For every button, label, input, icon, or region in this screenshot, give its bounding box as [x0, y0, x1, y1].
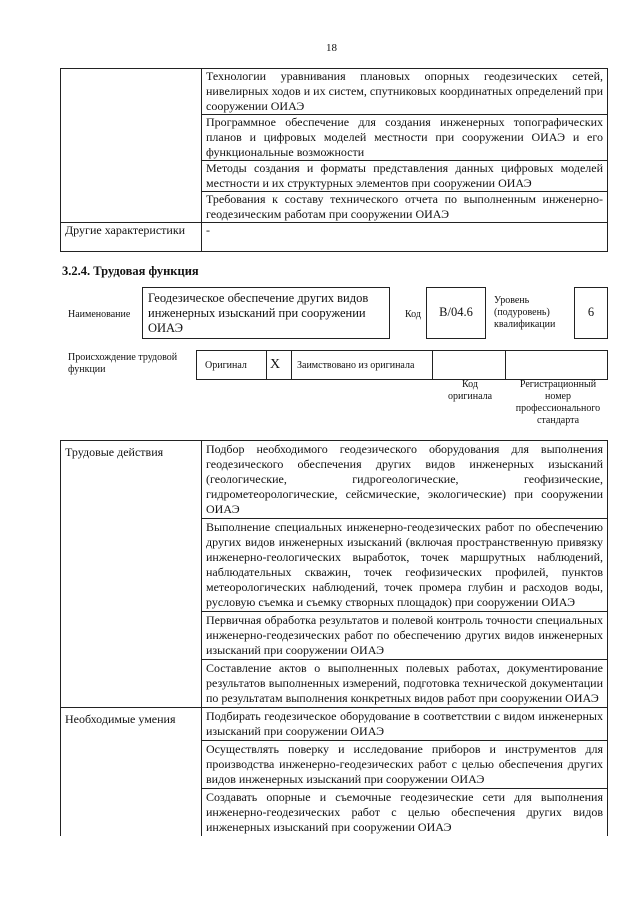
required-skills-label: Необходимые умения: [61, 708, 202, 837]
empty-label-cell: [61, 69, 202, 115]
table-row: [61, 708, 608, 741]
level-value-box: 6: [574, 287, 608, 339]
code-label: Код: [405, 309, 421, 320]
table-row: [61, 441, 608, 519]
original-label: Оригинал: [205, 360, 247, 371]
divider: [266, 350, 267, 380]
registration-number-caption: Регистрационный номер профессионального стандарта: [515, 379, 601, 426]
labor-action-item: Составление актов о выполненных полевых работах, документирование результатов выполненных измерений, подготовка технической документации по результатам выполнения конкретных видов работ при сооружении ОИАЭ: [202, 660, 608, 708]
empty-label-cell: [61, 192, 202, 223]
function-code-box: B/04.6: [426, 287, 486, 339]
other-characteristics-value: -: [202, 223, 608, 252]
labor-action-item: Выполнение специальных инженерно-геодезических работ по обеспечению других видов инженерных изысканий (включая пространственную привязку инженерно-геологических выработок, точек маршрутных наблюдений, наблюдательных скважин, точек геофизических профилей, пунктов метеорологических наблюдений, точек промера глубин и расходов воды, русловую съемка и съемку створных площадок) при сооружении ОИАЭ: [202, 519, 608, 612]
function-name-box: Геодезическое обеспечение других видов инженерных изысканий при сооружении ОИАЭ: [142, 287, 390, 339]
labor-function-table: [60, 440, 608, 836]
name-label: Наименование: [68, 309, 131, 320]
section-title: 3.2.4. Трудовая функция: [62, 264, 199, 278]
knowledge-item: Технологии уравнивания плановых опорных геодезических сетей, нивелирных ходов и их систем, спутниковых координатных определений при сооружении ОИАЭ: [202, 69, 608, 115]
registration-number-cell: [505, 350, 608, 380]
skill-item: Подбирать геодезическое оборудование в соответствии с видом инженерных изысканий при сооружении ОИАЭ: [202, 708, 608, 741]
original-mark: X: [270, 357, 281, 372]
table-row: [61, 115, 608, 161]
origin-label: Происхождение трудовой функции: [68, 352, 178, 375]
labor-action-item: Подбор необходимого геодезического оборудования для выполнения геодезического обеспечения других видов инженерных изысканий (геологические, гидрогеологические, геофизические, гидрометеорологические, сейсмические, экологические) при сооружении ОИАЭ: [202, 441, 608, 519]
labor-action-item: Первичная обработка результатов и полевой контроль точности специальных инженерно-геодезических работ по обеспечению других видов инженерных изысканий при сооружении ОИАЭ: [202, 612, 608, 660]
knowledge-item: Требования к составу технического отчета по выполненным инженерно-геодезическим работам при сооружении ОИАЭ: [202, 192, 608, 223]
empty-label-cell: [61, 161, 202, 192]
table-row: [61, 223, 608, 252]
skill-item: Создавать опорные и съемочные геодезические сети для выполнения инженерно-геодезических работ с целью обеспечения других видов инженерных изысканий при сооружении ОИАЭ: [202, 789, 608, 837]
labor-actions-label: Трудовые действия: [61, 441, 202, 708]
other-characteristics-label: Другие характеристики: [61, 223, 202, 252]
original-code-cell: [432, 350, 506, 380]
knowledge-item: Методы создания и форматы представления данных цифровых моделей местности и их структурных элементов при сооружении ОИАЭ: [202, 161, 608, 192]
knowledge-item: Программное обеспечение для создания инженерных топографических планов и цифровых моделей местности при сооружении ОИАЭ и его функциональные возможности: [202, 115, 608, 161]
empty-label-cell: [61, 115, 202, 161]
table-row: [61, 69, 608, 115]
table-row: [61, 192, 608, 223]
borrowed-cell: [291, 350, 433, 380]
table-row: [61, 161, 608, 192]
knowledge-continuation-table: [60, 68, 608, 252]
skill-item: Осуществлять поверку и исследование приборов и инструментов для производства инженерно-геодезических работ с целью обеспечения других видов инженерных изысканий при сооружении ОИАЭ: [202, 741, 608, 789]
original-code-caption: Код оригинала: [447, 379, 493, 402]
original-cell: [196, 350, 292, 380]
borrowed-label: Заимствовано из оригинала: [297, 360, 415, 371]
page-number: 18: [326, 42, 337, 54]
level-label: Уровень (подуровень) квалификации: [494, 295, 556, 330]
